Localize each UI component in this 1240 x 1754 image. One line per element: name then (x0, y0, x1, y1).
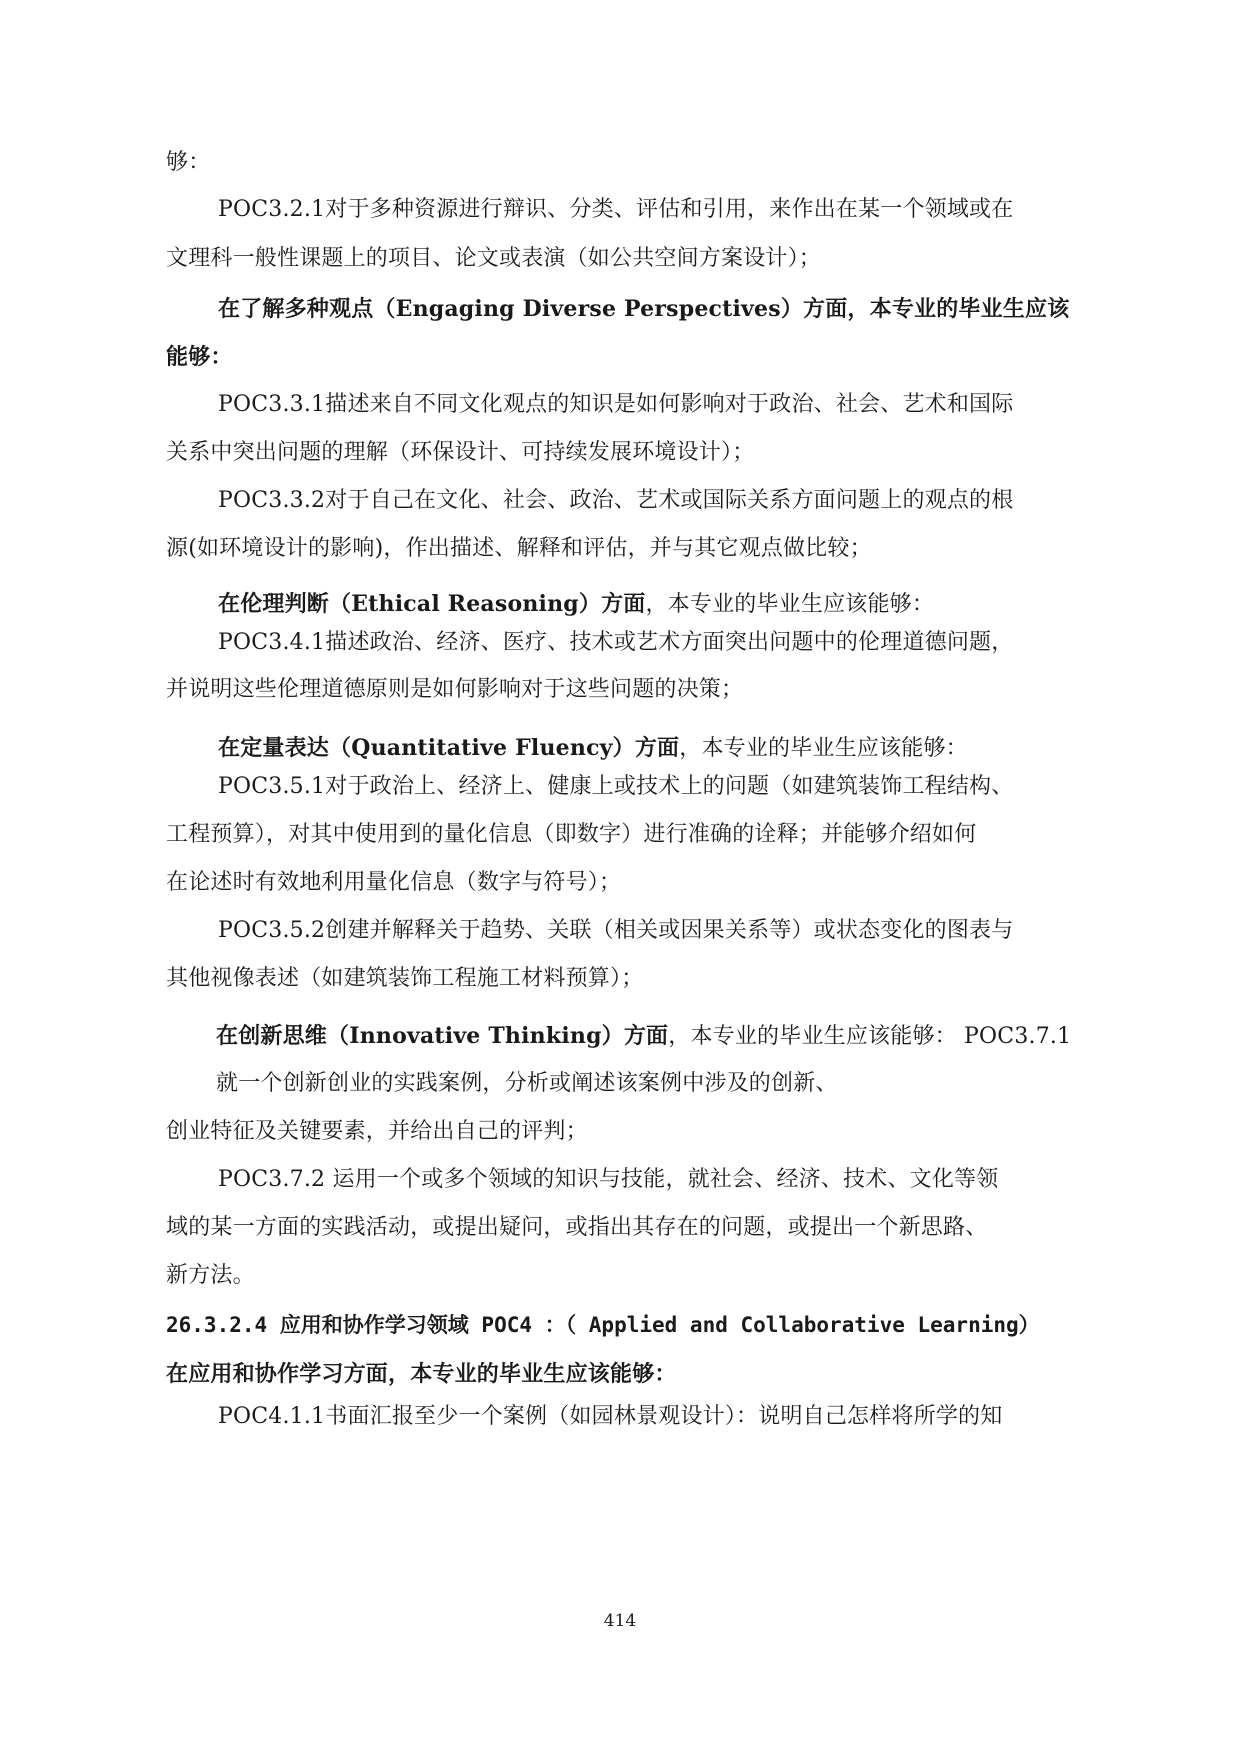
section-heading-bold: 在创新思维（Innovative Thinking）方面 (216, 1023, 669, 1049)
text-line: POC3.4.1描述政治、经济、医疗、技术或艺术方面突出问题中的伦理道德问题， (218, 630, 1014, 655)
text-line: 关系中突出问题的理解（环保设计、可持续发展环境设计）； (166, 440, 755, 465)
text-line: 够： (166, 150, 211, 175)
page-number: 414 (603, 1611, 637, 1631)
text-line: 工程预算），对其中使用到的量化信息（即数字）进行准确的诠释；并能够介绍如何 (166, 822, 977, 847)
section-heading-bold: 在伦理判断（Ethical Reasoning）方面 (218, 591, 646, 617)
section-heading-bold: 在定量表达（Quantitative Fluency）方面 (218, 735, 680, 761)
section-heading-rest: ，本专业的毕业生应该能够： (679, 736, 968, 761)
section-heading-rest: ，本专业的毕业生应该能够： POC3.7.1 (668, 1024, 1072, 1049)
text-line: POC3.5.2创建并解释关于趋势、关联（相关或因果关系等）或状态变化的图表与 (218, 918, 1014, 943)
section-heading-ethical (218, 589, 934, 620)
text-line: POC3.3.2对于自己在文化、社会、政治、艺术或国际关系方面问题上的观点的根 (218, 488, 1014, 513)
section-heading-quant (218, 733, 968, 764)
text-line: 源(如环境设计的影响)，作出描述、解释和评估，并与其它观点做比较； (166, 536, 872, 561)
text-line: 文理科一般性课题上的项目、论文或表演（如公共空间方案设计）； (166, 246, 822, 271)
text-line: 新方法。 (166, 1263, 255, 1288)
subsection-heading: 26.3.2.4 应用和协作学习领域 POC4 ：（ Applied and Collaborative Learning） (166, 1313, 1040, 1337)
text-line: POC3.5.1对于政治上、经济上、健康上或技术上的问题（如建筑装饰工程结构、 (218, 774, 1014, 799)
text-line: 其他视像表述（如建筑装饰工程施工材料预算）； (166, 966, 644, 991)
section-heading: 能够： (166, 344, 233, 370)
text-line: 创业特征及关键要素，并给出自己的评判； (166, 1119, 588, 1144)
text-line: POC3.7.2 运用一个或多个领域的知识与技能，就社会、经济、技术、文化等领 (218, 1167, 999, 1192)
text-line: POC4.1.1书面汇报至少一个案例（如园林景观设计）：说明自己怎样将所学的知 (218, 1404, 1003, 1429)
text-line: POC3.3.1描述来自不同文化观点的知识是如何影响对于政治、社会、艺术和国际 (218, 392, 1014, 417)
text-line: 域的某一方面的实践活动，或提出疑问，或指出其存在的问题，或提出一个新思路、 (166, 1215, 988, 1240)
section-heading: 在应用和协作学习方面，本专业的毕业生应该能够： (166, 1361, 677, 1387)
section-heading: 在了解多种观点（Engaging Diverse Perspectives）方面，本专业的毕业生应该 (218, 296, 1070, 322)
text-line: 在论述时有效地利用量化信息（数字与符号）； (166, 870, 622, 895)
text-line: 并说明这些伦理道德原则是如何影响对于这些问题的决策； (166, 677, 744, 702)
text-line: 就一个创新创业的实践案例，分析或阐述该案例中涉及的创新、 (216, 1071, 838, 1096)
section-heading-rest: ，本专业的毕业生应该能够： (645, 592, 935, 617)
text-line: POC3.2.1对于多种资源进行辩识、分类、评估和引用，来作出在某一个领域或在 (218, 197, 1014, 222)
section-heading-innov (216, 1021, 1071, 1052)
